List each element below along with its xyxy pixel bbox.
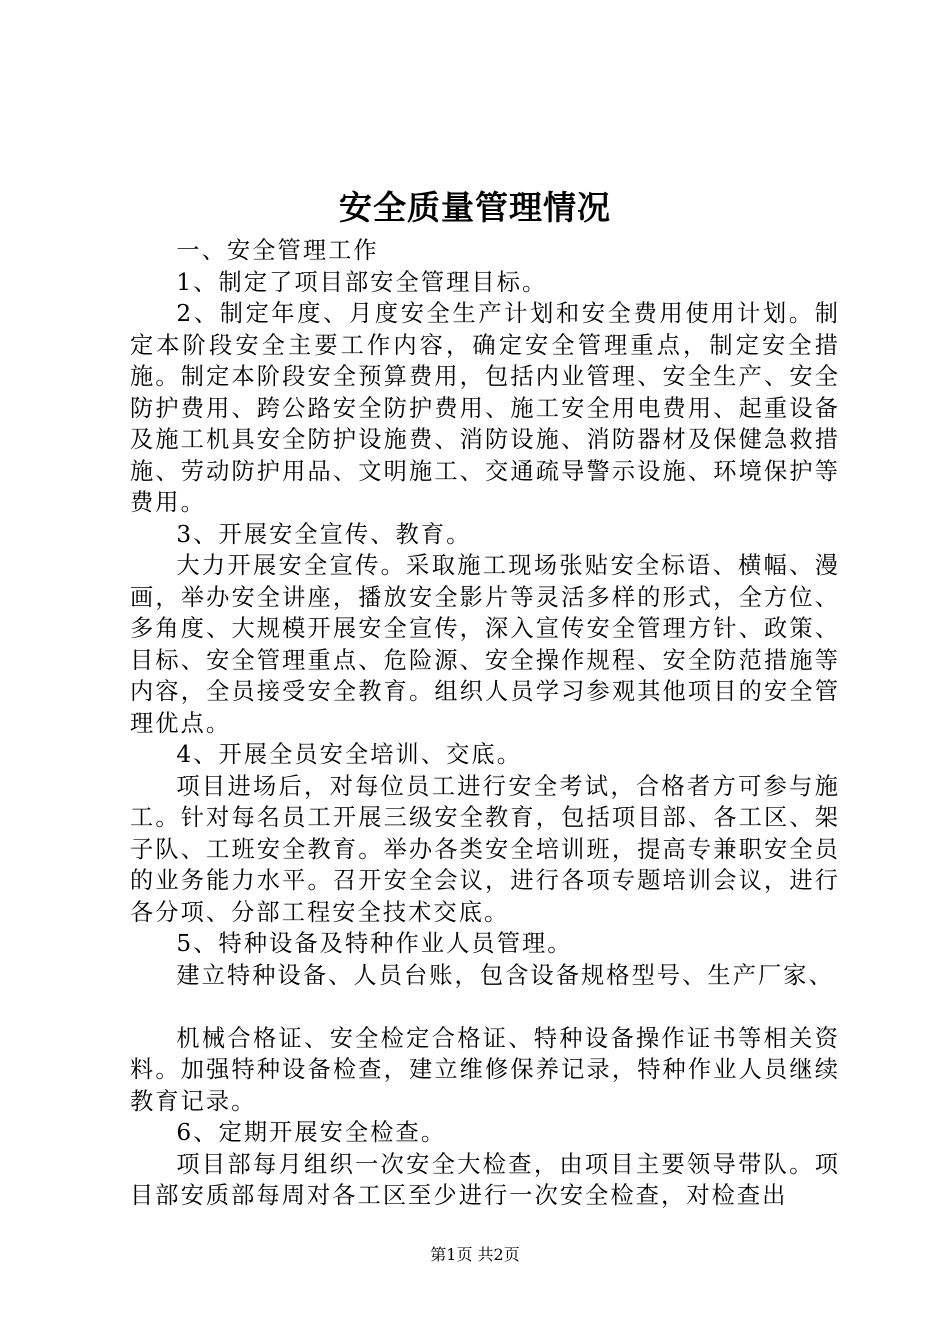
paragraph: 大力开展安全宣传。采取施工现场张贴安全标语、横幅、漫画，举办安全讲座，播放安全影片等灵活多样的形式，全方位、多角度、大规模开展安全宣传，深入宣传安全管理方针、政策、目标、安全管理重点、危险源、安全操作规程、安全防范措施等内容，全员接受安全教育。组织人员学习参观其他项目的安全管理优点。 [130,552,840,737]
document-title: 安全质量管理情况 [339,188,611,227]
paragraph: 建立特种设备、人员台账，包含设备规格型号、生产厂家、 [176,961,834,989]
document-body [130,235,840,1212]
paragraph: 机械合格证、安全检定合格证、特种设备操作证书等相关资料。加强特种设备检查，建立维修保养记录，特种作业人员继续教育记录。 [130,1024,840,1115]
paragraph: 1、制定了项目部安全管理目标。 [176,268,548,296]
paragraph: 5、特种设备及特种作业人员管理。 [176,930,573,957]
paragraph: 项目部每月组织一次安全大检查，由项目主要领导带队。项目部安质部每周对各工区至少进行一次安全检查，对检查出 [130,1150,840,1209]
paragraph: 4、开展全员安全培训、交底。 [176,741,522,768]
paragraph: 6、定期开展安全检查。 [176,1119,447,1146]
section-heading: 一、安全管理工作 [176,237,379,264]
page-footer: 第1页 共2页 [430,1245,520,1264]
paragraph-gap [130,991,840,1023]
paragraph: 2、制定年度、月度安全生产计划和安全费用使用计划。制定本阶段安全主要工作内容，确定安全管理重点，制定安全措施。制定本阶段安全预算费用，包括内业管理、安全生产、安全防护费用、跨公路安全防护费用、施工安全用电费用、起重设备及施工机具安全防护设施费、消防设施、消防器材及保健急救措施、劳动防护用品、文明施工、交通疏导警示设施、环境保护等费用。 [130,300,840,516]
paragraph: 3、开展安全宣传、教育。 [176,520,472,548]
paragraph: 项目进场后，对每位员工进行安全考试，合格者方可参与施工。针对每名员工开展三级安全教育，包括项目部、各工区、架子队、工班安全教育。举办各类安全培训班，提高专兼职安全员的业务能力水平。召开安全会议，进行各项专题培训会议，进行各分项、分部工程安全技术交底。 [130,772,840,926]
